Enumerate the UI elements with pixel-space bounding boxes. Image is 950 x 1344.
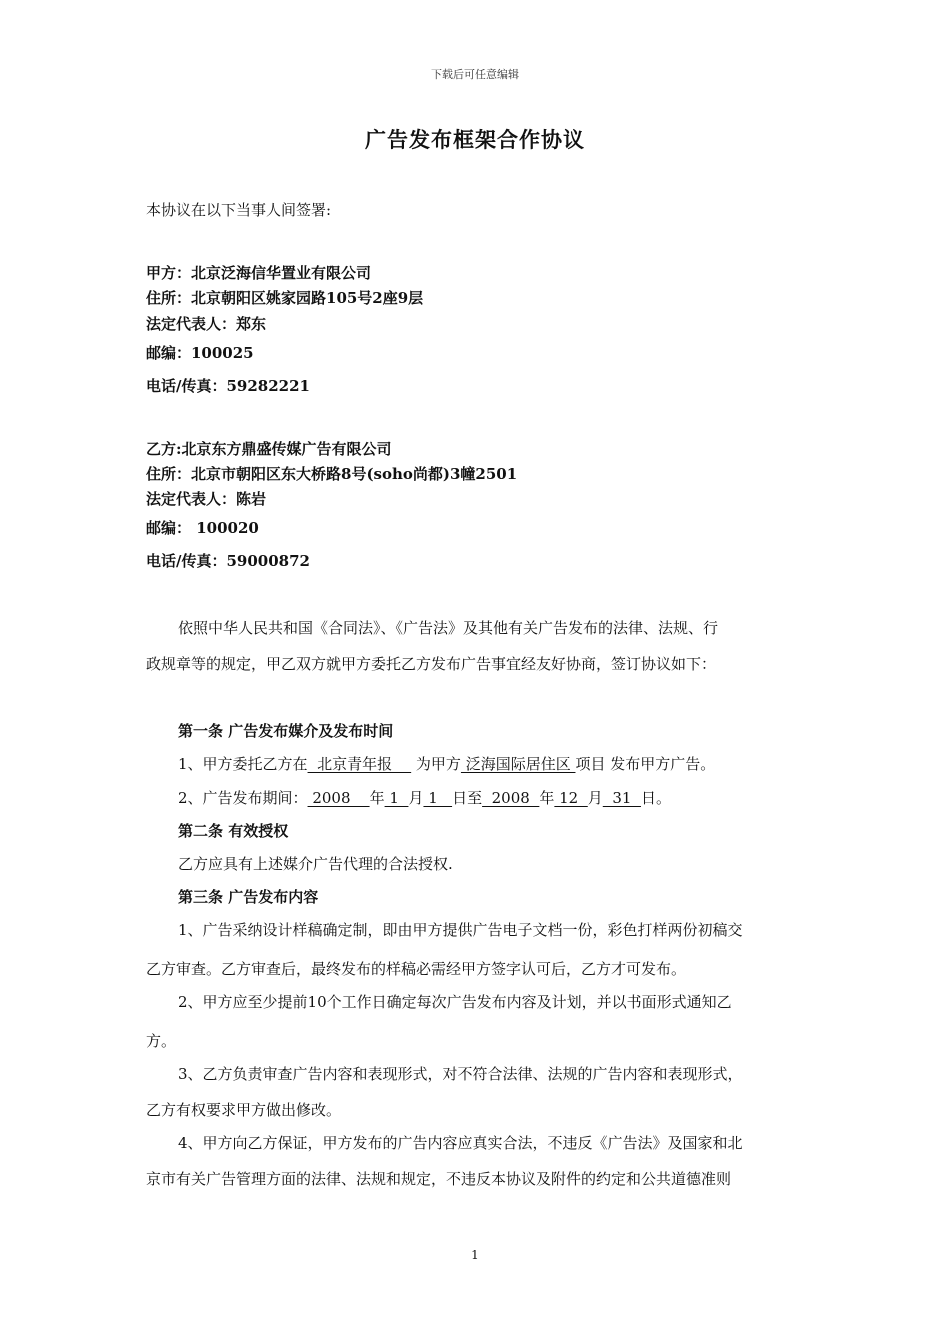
clause-text: 2、广告发布期间：: [178, 789, 308, 807]
start-year: 2008: [307, 789, 370, 807]
year-label: 年: [369, 789, 385, 807]
party-a-rep: 法定代表人：郑东: [146, 315, 267, 333]
article-2-heading: 第二条 有效授权: [178, 822, 289, 840]
article-3-clause-4b: 京市有关广告管理方面的法律、法规和规定，不违反本协议及附件的约定和公共道德准则: [146, 1170, 732, 1188]
party-b-address: 住所：北京市朝阳区东大桥路8号(soho尚都)3幢2501: [146, 465, 518, 483]
month-label: 月: [587, 789, 603, 807]
month-label: 月: [408, 789, 424, 807]
end-year: 2008: [482, 789, 540, 807]
article-3-clause-1b: 乙方审查。乙方审查后，最终发布的样稿必需经甲方签字认可后，乙方才可发布。: [146, 960, 687, 978]
article-3-clause-2b: 方。: [146, 1032, 177, 1050]
article-3-clause-2a: 2、甲方应至少提前10个工作日确定每次广告发布内容及计划，并以书面形式通知乙: [178, 993, 732, 1011]
end-day: 31: [602, 789, 641, 807]
party-b-postcode: 邮编： 100020: [146, 519, 259, 537]
article-1-clause-2: [178, 787, 671, 808]
party-a-address: 住所：北京朝阳区姚家园路105号2座9层: [146, 289, 424, 307]
article-3-heading: 第三条 广告发布内容: [178, 888, 319, 906]
clause-text: 项目 发布甲方广告。: [575, 755, 716, 773]
party-b-rep: 法定代表人：陈岩: [146, 490, 267, 508]
start-month: 1: [384, 789, 409, 807]
party-b-name: 乙方:北京东方鼎盛传媒广告有限公司: [146, 440, 392, 458]
clause-text: 1、甲方委托乙方在: [178, 755, 308, 773]
preamble-line-2: 政规章等的规定，甲乙双方就甲方委托乙方发布广告事宜经友好协商，签订协议如下：: [146, 655, 717, 673]
start-day: 1: [423, 789, 453, 807]
project-name: 泛海国际居住区: [460, 755, 576, 773]
preamble-line-1: 依照中华人民共和国《合同法》、《广告法》及其他有关广告发布的法律、法规、行: [178, 619, 719, 637]
article-3-clause-1a: 1、广告采纳设计样稿确定制，即由甲方提供广告电子文档一份，彩色打样两份初稿交: [178, 921, 743, 939]
day-label: 日至: [452, 789, 483, 807]
party-a-name: 甲方：北京泛海信华置业有限公司: [146, 264, 372, 282]
party-b-phone: 电话/传真：59000872: [146, 552, 310, 570]
page-number: 1: [471, 1248, 479, 1262]
article-3-clause-3a: 3、乙方负责审查广告内容和表现形式，对不符合法律、法规的广告内容和表现形式，: [178, 1065, 743, 1083]
end-month: 12: [554, 789, 588, 807]
document-title: 广告发布框架合作协议: [365, 127, 585, 152]
page-header: 下载后可任意编辑: [431, 68, 519, 81]
day-label: 日。: [640, 789, 671, 807]
article-3-clause-4a: 4、甲方向乙方保证，甲方发布的广告内容应真实合法，不违反《广告法》及国家和北: [178, 1134, 743, 1152]
party-a-phone: 电话/传真：59282221: [146, 377, 310, 395]
clause-text: 为甲方: [411, 755, 461, 773]
year-label: 年: [539, 789, 555, 807]
party-a-postcode: 邮编：100025: [146, 344, 254, 362]
article-3-clause-3b: 乙方有权要求甲方做出修改。: [146, 1101, 342, 1119]
article-1-heading: 第一条 广告发布媒介及发布时间: [178, 722, 394, 740]
article-1-clause-1: [178, 753, 715, 774]
media-name: 北京青年报: [307, 755, 412, 773]
article-2-text: 乙方应具有上述媒介广告代理的合法授权.: [178, 855, 453, 873]
intro-text: 本协议在以下当事人间签署:: [146, 201, 332, 219]
